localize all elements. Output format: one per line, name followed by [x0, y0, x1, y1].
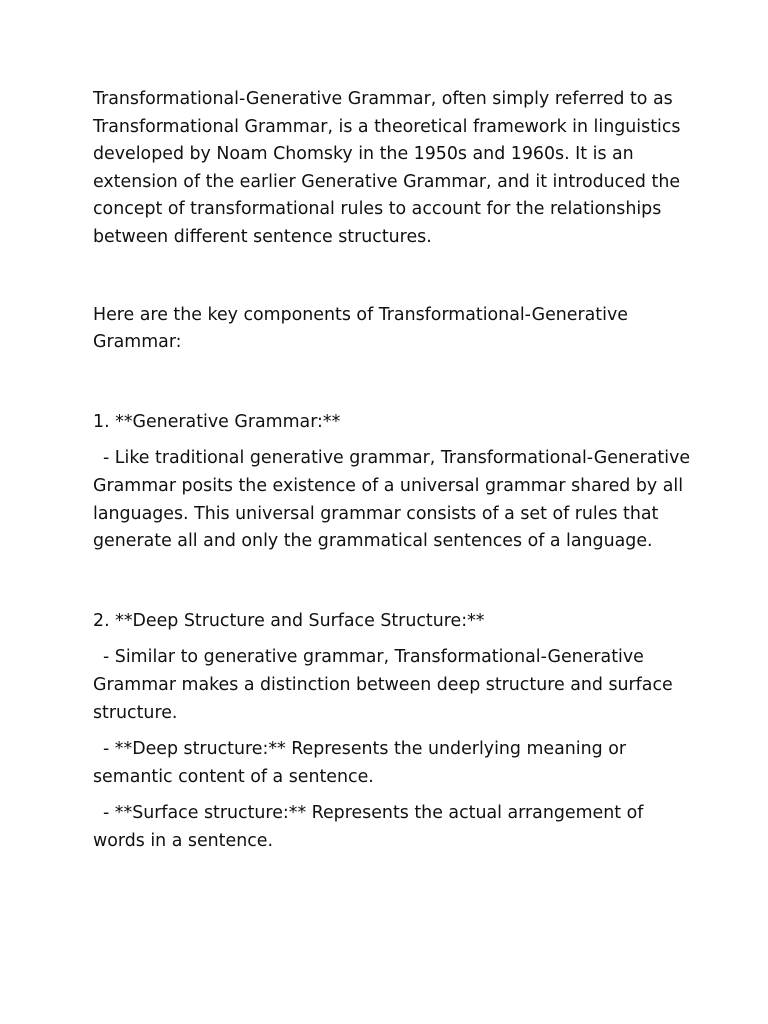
intro-paragraph: Transformational-Generative Grammar, often simply referred to as Transformational Grammar, is a theoretical framework in linguistics developed by Noam Chomsky in the 1950s and 1960s. It is an extension of the earlier Generative Grammar, and it introduced the concept of transformational rules to account for the relationships between different sentence structures. [93, 89, 681, 247]
spacer [93, 357, 693, 409]
spacer [93, 635, 693, 644]
section-item-text: - Like traditional generative grammar, Transformational-Generative Grammar posits the existence of a universal grammar shared by all languages. This universal grammar consists of a set of rules that generate all and only the grammatical sentences of a language. [93, 448, 691, 552]
lead-in-paragraph: Here are the key components of Transformational-Generative Grammar: [93, 304, 628, 353]
section-heading: 2. **Deep Structure and Surface Structure:** [93, 610, 485, 631]
section-item [93, 445, 693, 555]
section-item-text: - **Deep structure:** Represents the underlying meaning or semantic content of a sentence. [93, 739, 627, 787]
spacer [93, 727, 693, 736]
spacer [93, 791, 693, 800]
spacer [93, 556, 693, 608]
section-item-text: - **Surface structure:** Represents the actual arrangement of words in a sentence. [93, 803, 644, 851]
section-item [93, 800, 693, 855]
section-item-text: - Similar to generative grammar, Transformational-Generative Grammar makes a distinction between deep structure and surface structure. [93, 647, 673, 723]
document-body [93, 86, 693, 855]
spacer [93, 252, 693, 302]
spacer [93, 436, 693, 445]
section-item [93, 736, 693, 791]
section-item [93, 644, 693, 727]
section-heading: 1. **Generative Grammar:** [93, 411, 341, 432]
